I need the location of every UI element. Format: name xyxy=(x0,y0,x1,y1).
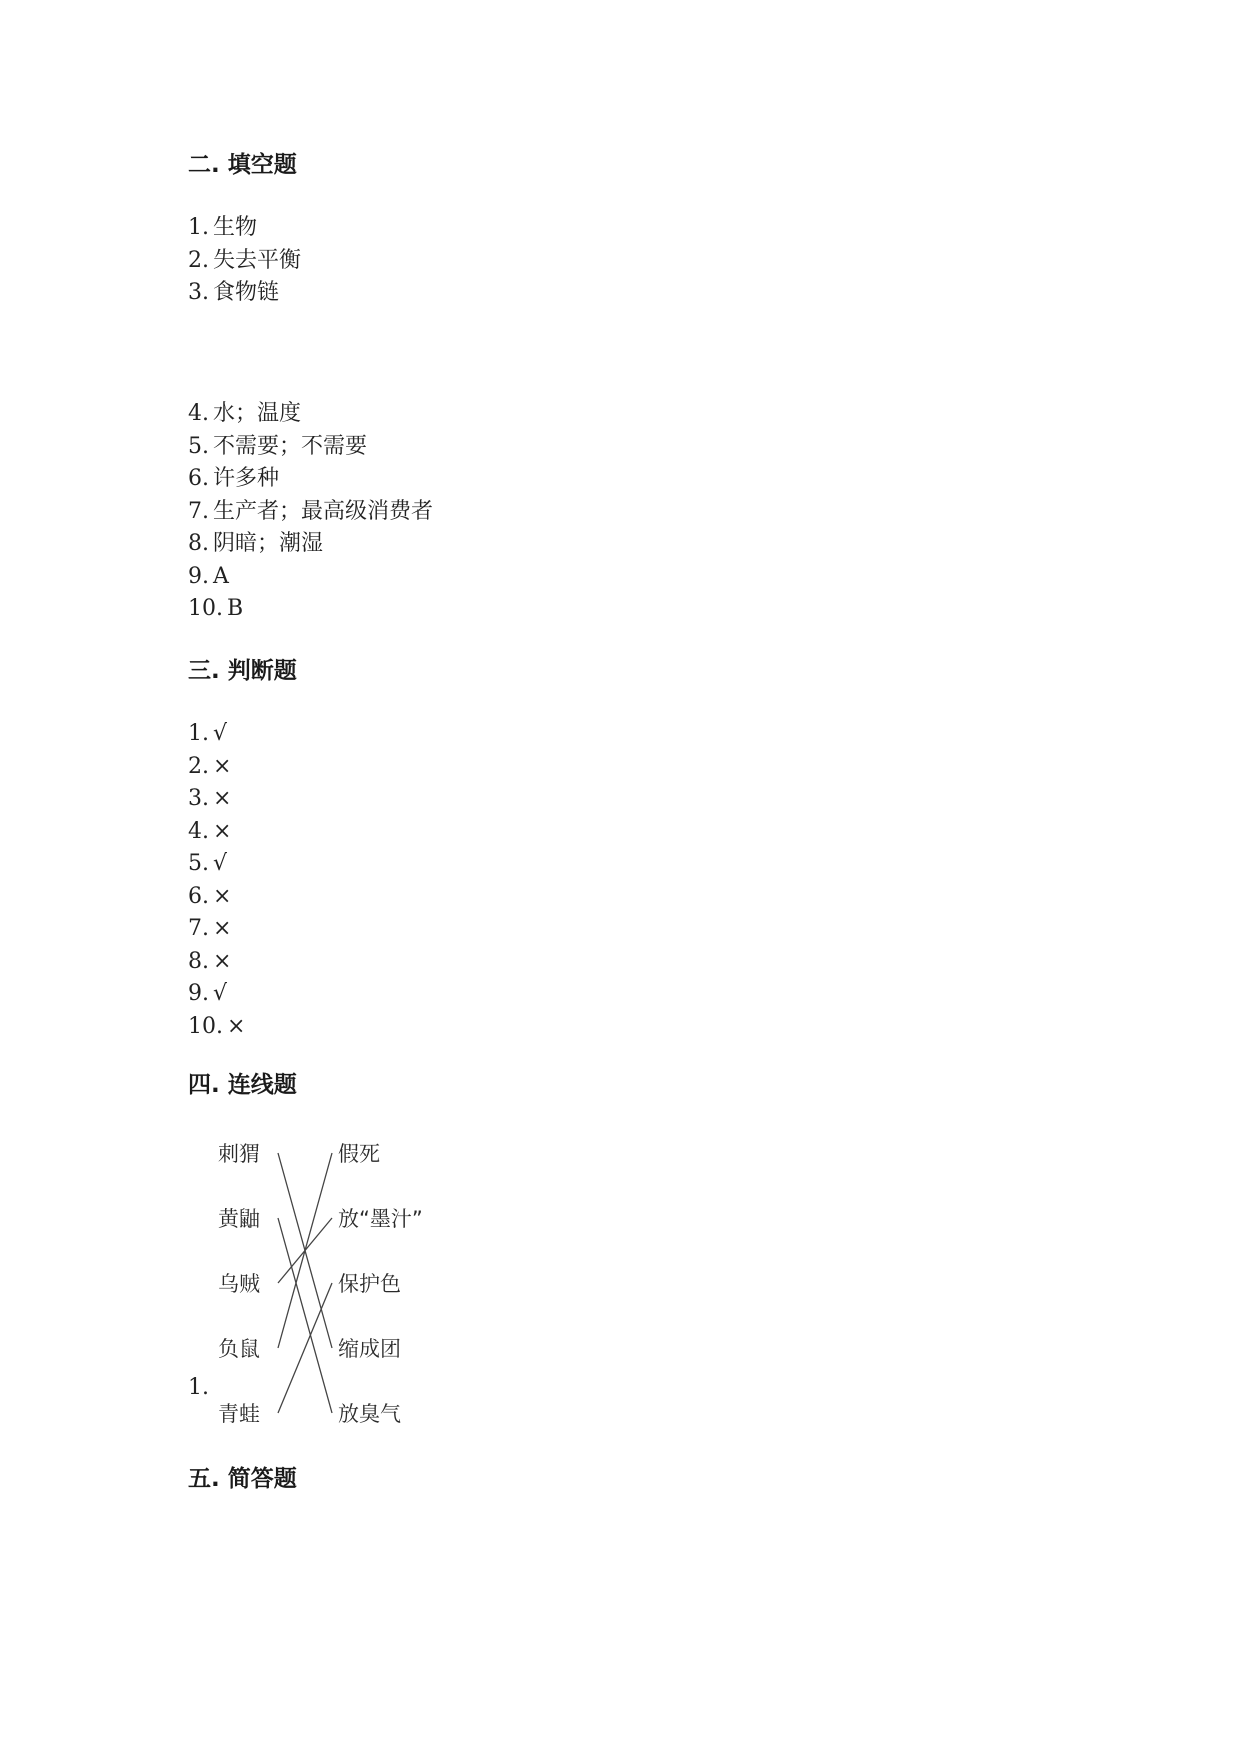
item-answer: 生产者；最高级消费者 xyxy=(213,498,434,524)
item-answer: 食物链 xyxy=(213,280,280,305)
list-item xyxy=(188,561,433,594)
item-answer: × xyxy=(213,916,232,941)
item-answer: 生物 xyxy=(213,215,258,240)
item-number: 4. xyxy=(188,818,209,844)
item-number: 5. xyxy=(188,851,209,876)
list-item xyxy=(188,783,245,816)
left-term: 黄鼬 xyxy=(218,1207,260,1231)
item-number: 9. xyxy=(188,563,209,589)
matching-diagram xyxy=(218,1130,478,1440)
right-term: 放“墨汁” xyxy=(338,1207,423,1231)
list-item xyxy=(188,431,433,464)
item-number: 3. xyxy=(188,786,209,811)
list-item xyxy=(188,751,245,784)
list-item xyxy=(188,463,433,496)
match-line xyxy=(278,1283,332,1413)
section-heading-short-answer: 五. 简答题 xyxy=(188,1466,297,1492)
section-heading-true-false: 三. 判断题 xyxy=(188,658,297,684)
item-number: 5. xyxy=(188,433,209,459)
list-item xyxy=(188,946,245,979)
item-number: 9. xyxy=(188,981,209,1006)
list-item xyxy=(188,1011,245,1044)
item-number: 1. xyxy=(188,215,209,240)
item-answer: 不需要；不需要 xyxy=(213,433,368,459)
list-item xyxy=(188,718,245,751)
item-answer: × xyxy=(227,1013,246,1039)
right-term: 缩成团 xyxy=(338,1337,401,1361)
item-answer: √ xyxy=(213,721,228,746)
item-answer: 阴暗；潮湿 xyxy=(213,531,324,556)
section-heading-matching: 四. 连线题 xyxy=(188,1072,297,1098)
list-item xyxy=(188,398,433,431)
item-number: 2. xyxy=(188,247,209,273)
item-number: 8. xyxy=(188,948,209,974)
right-term: 放臭气 xyxy=(338,1402,401,1426)
item-number: 2. xyxy=(188,753,209,779)
list-item xyxy=(188,245,301,278)
match-line xyxy=(278,1218,332,1413)
item-number: 3. xyxy=(188,280,209,305)
item-answer: A xyxy=(213,563,229,589)
item-number: 8. xyxy=(188,531,209,556)
left-term: 负鼠 xyxy=(218,1337,260,1361)
item-answer: × xyxy=(213,948,232,974)
right-column xyxy=(338,1142,423,1426)
item-answer: × xyxy=(213,883,232,909)
list-item xyxy=(188,277,301,310)
item-number: 4. xyxy=(188,401,209,426)
list-item xyxy=(188,593,433,626)
section-heading-fill-blank: 二. 填空题 xyxy=(188,152,297,178)
item-number: 7. xyxy=(188,498,209,524)
item-answer: 水；温度 xyxy=(213,401,302,426)
item-number: 6. xyxy=(188,466,209,491)
list-item xyxy=(188,496,433,529)
match-lines xyxy=(278,1153,332,1413)
item-number: 1. xyxy=(188,1375,209,1400)
true-false-list xyxy=(188,718,245,1043)
matching-question xyxy=(188,1130,488,1440)
right-term: 假死 xyxy=(338,1142,380,1166)
left-column xyxy=(218,1142,260,1426)
item-answer: √ xyxy=(213,851,228,876)
item-answer: B xyxy=(227,596,244,621)
item-number: 10. xyxy=(188,596,223,621)
left-term: 刺猬 xyxy=(218,1142,260,1166)
list-item xyxy=(188,816,245,849)
item-answer: √ xyxy=(213,981,228,1006)
item-answer: × xyxy=(213,818,232,844)
list-item xyxy=(188,978,245,1011)
fill-blank-list-part2 xyxy=(188,398,433,626)
list-item xyxy=(188,528,433,561)
left-term: 乌贼 xyxy=(218,1272,260,1296)
item-answer: 失去平衡 xyxy=(213,247,302,273)
item-answer: 许多种 xyxy=(213,466,280,491)
item-answer: × xyxy=(213,753,232,779)
left-term: 青蛙 xyxy=(218,1402,260,1426)
fill-blank-list-part1 xyxy=(188,212,301,310)
right-term: 保护色 xyxy=(338,1272,401,1296)
item-number: 1. xyxy=(188,721,209,746)
list-item xyxy=(188,913,245,946)
item-number: 7. xyxy=(188,916,209,941)
item-number: 10. xyxy=(188,1013,223,1039)
item-answer: × xyxy=(213,786,232,811)
list-item xyxy=(188,848,245,881)
item-number: 6. xyxy=(188,883,209,909)
list-item xyxy=(188,212,301,245)
list-item xyxy=(188,881,245,914)
